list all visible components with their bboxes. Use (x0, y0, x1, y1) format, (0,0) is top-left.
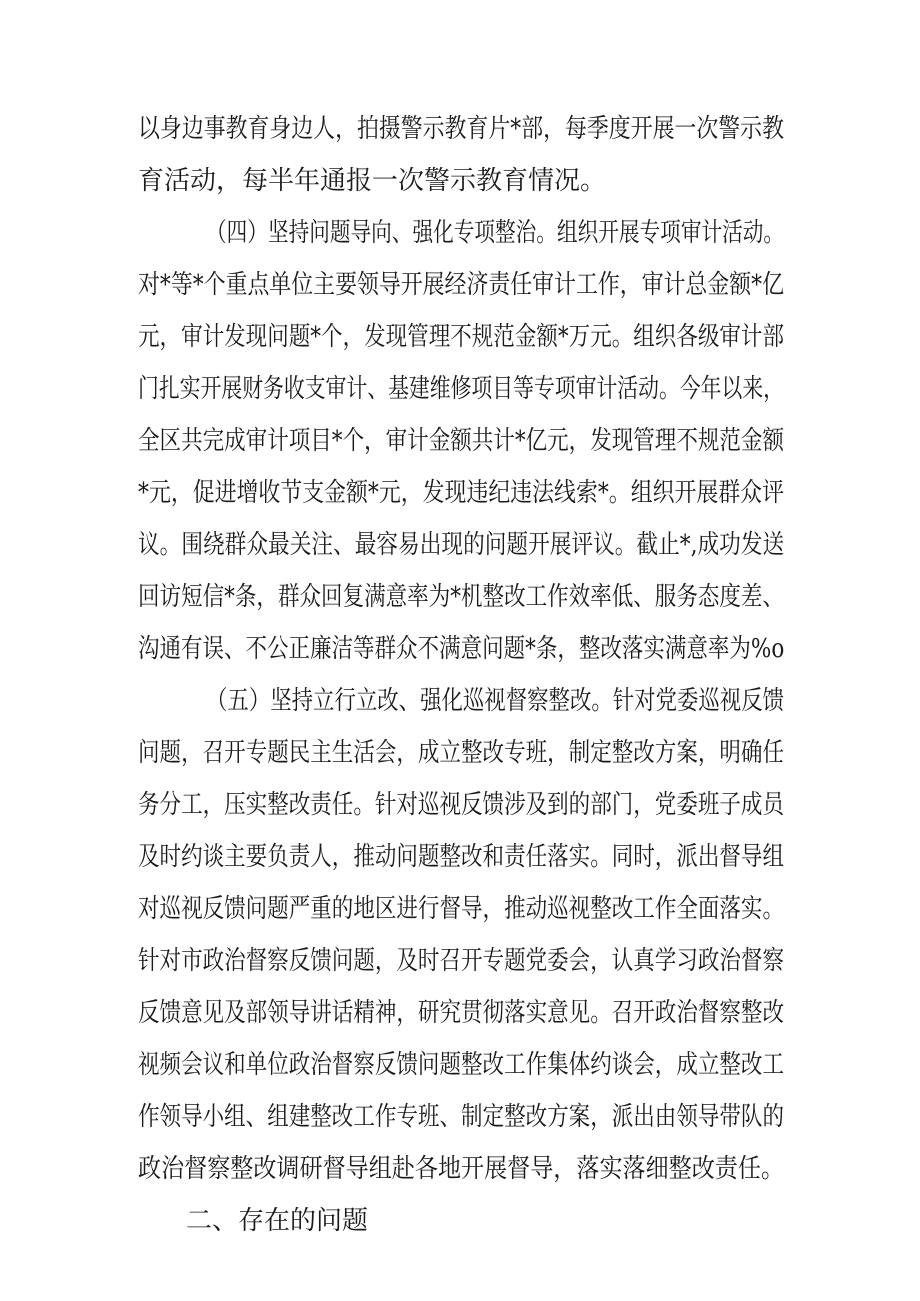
text-line: 及时约谈主要负责人，推动问题整改和责任落实。同时，派出督导组 (138, 842, 785, 872)
text-line: 回访短信*条，群众回复满意率为*机整改工作效率低、服务态度差、 (138, 582, 785, 612)
text-line: 议。围绕群众最关注、最容易出现的问题开展评议。截止*,成功发送 (138, 530, 785, 560)
text-line: 视频会议和单位政治督察反馈问题整改工作集体约谈会，成立整改工 (138, 1050, 785, 1080)
text-line: 沟通有误、不公正廉洁等群众不满意问题*条，整改落实满意率为%o (138, 634, 785, 664)
text-line: *元，促进增收节支金额*元，发现违纪违法线索*。组织开展群众评 (138, 478, 784, 508)
section-heading-five: （五）坚持立行立改、强化巡视督察整改。针对党委巡视反馈 (206, 686, 785, 716)
text-line: 全区共完成审计项目*个，审计金额共计*亿元，发现管理不规范金额 (138, 426, 785, 456)
text-line: 对*等*个重点单位主要领导开展经济责任审计工作，审计总金额*亿 (138, 270, 784, 300)
chapter-heading-problems: 二、存在的问题 (186, 1206, 369, 1236)
text-line: 问题，召开专题民主生活会，成立整改专班，制定整改方案，明确任 (138, 738, 785, 768)
text-line: 反馈意见及部领导讲话精神，研究贯彻落实意见。召开政治督察整改 (138, 998, 785, 1028)
text-line: 元，审计发现问题*个，发现管理不规范金额*万元。组织各级审计部 (138, 322, 785, 352)
text-line: 以身边事教育身边人，拍摄警示教育片*部，每季度开展一次警示教 (138, 114, 784, 144)
text-line: 务分工，压实整改责任。针对巡视反馈涉及到的部门，党委班子成员 (138, 790, 785, 820)
section-heading-four: （四）坚持问题导向、强化专项整治。组织开展专项审计活动。 (206, 218, 785, 248)
text-line: 针对市政治督察反馈问题，及时召开专题党委会，认真学习政治督察 (138, 946, 785, 976)
text-line: 对巡视反馈问题严重的地区进行督导，推动巡视整改工作全面落实。 (138, 894, 785, 924)
text-line: 作领导小组、组建整改工作专班、制定整改方案，派出由领导带队的 (138, 1102, 785, 1132)
text-line: 育活动，每半年通报一次警示教育情况。 (138, 166, 607, 196)
text-line: 门扎实开展财务收支审计、基建维修项目等专项审计活动。今年以来， (138, 374, 785, 404)
text-line: 政治督察整改调研督导组赴各地开展督导，落实落细整改责任。 (138, 1154, 785, 1184)
